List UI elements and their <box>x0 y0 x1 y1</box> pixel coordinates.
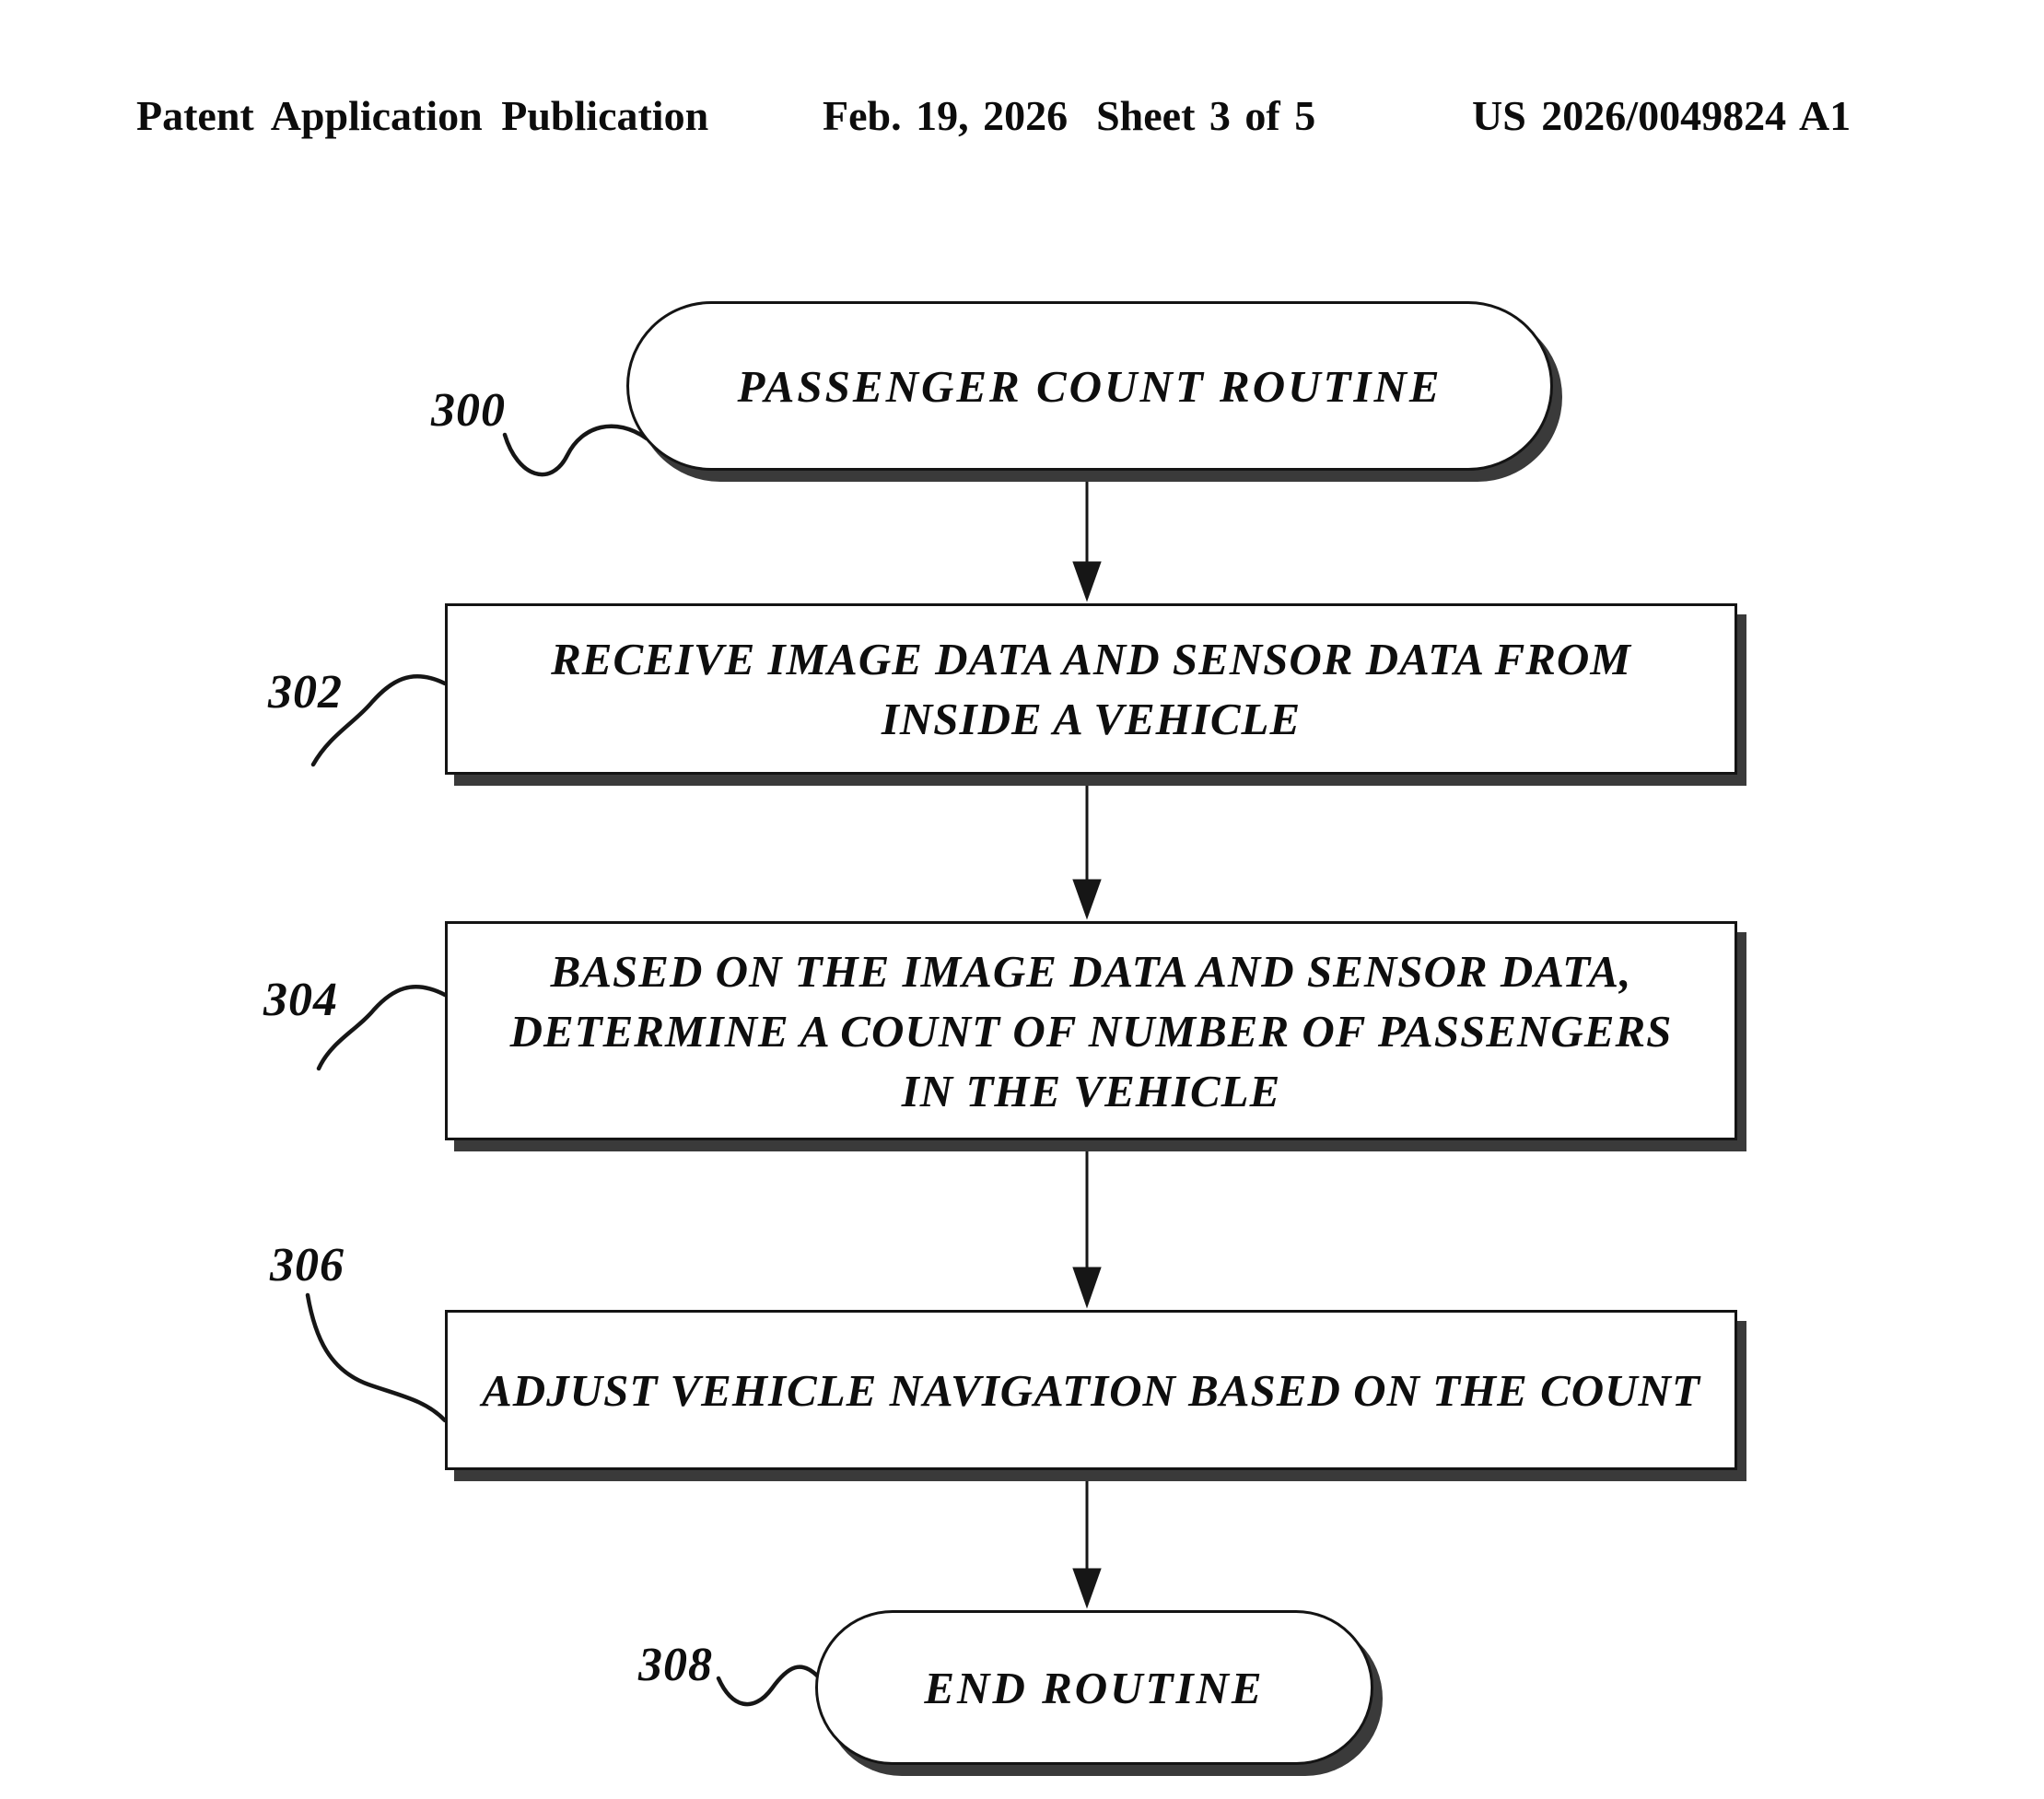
flow-arrow-300-302 <box>1073 467 1101 601</box>
ref-label-300: 300 <box>431 384 506 437</box>
ref-label-308: 308 <box>638 1639 713 1691</box>
node-label-line: BASED ON THE IMAGE DATA AND SENSOR DATA, <box>550 945 1632 997</box>
flow-arrow-304-306 <box>1073 1137 1101 1307</box>
flow-node-302 <box>445 603 1737 775</box>
ref-label-302: 302 <box>268 666 343 718</box>
ref-label-304: 304 <box>263 974 338 1026</box>
node-label-line: IN THE VEHICLE <box>901 1065 1281 1116</box>
lead-line-300 <box>505 426 647 474</box>
node-label: END ROUTINE <box>924 1662 1265 1713</box>
node-label: PASSENGER COUNT ROUTINE <box>737 360 1442 412</box>
flow-node-306 <box>445 1310 1737 1470</box>
header-date-sheet: Feb. 19, 2026 Sheet 3 of 5 <box>823 92 1316 139</box>
node-label-line: DETERMINE A COUNT OF NUMBER OF PASSENGERS <box>509 1005 1673 1057</box>
lead-line-306 <box>308 1295 445 1420</box>
flow-node-start-300 <box>626 301 1553 471</box>
flow-arrow-306-308 <box>1073 1466 1101 1607</box>
ref-label-306: 306 <box>270 1239 345 1291</box>
flow-node-304 <box>445 921 1737 1140</box>
flow-arrow-302-304 <box>1073 771 1101 918</box>
node-label-line: RECEIVE IMAGE DATA AND SENSOR DATA FROM <box>551 634 1631 684</box>
node-label: ADJUST VEHICLE NAVIGATION BASED ON THE COUNT <box>482 1364 1700 1416</box>
lead-line-308 <box>718 1667 818 1704</box>
header-patent-number: US 2026/0049824 A1 <box>1472 92 1851 139</box>
header-publication-label: Patent Application Publication <box>136 92 709 139</box>
flow-node-end-308 <box>815 1610 1373 1765</box>
node-label-line: INSIDE A VEHICLE <box>881 694 1302 744</box>
